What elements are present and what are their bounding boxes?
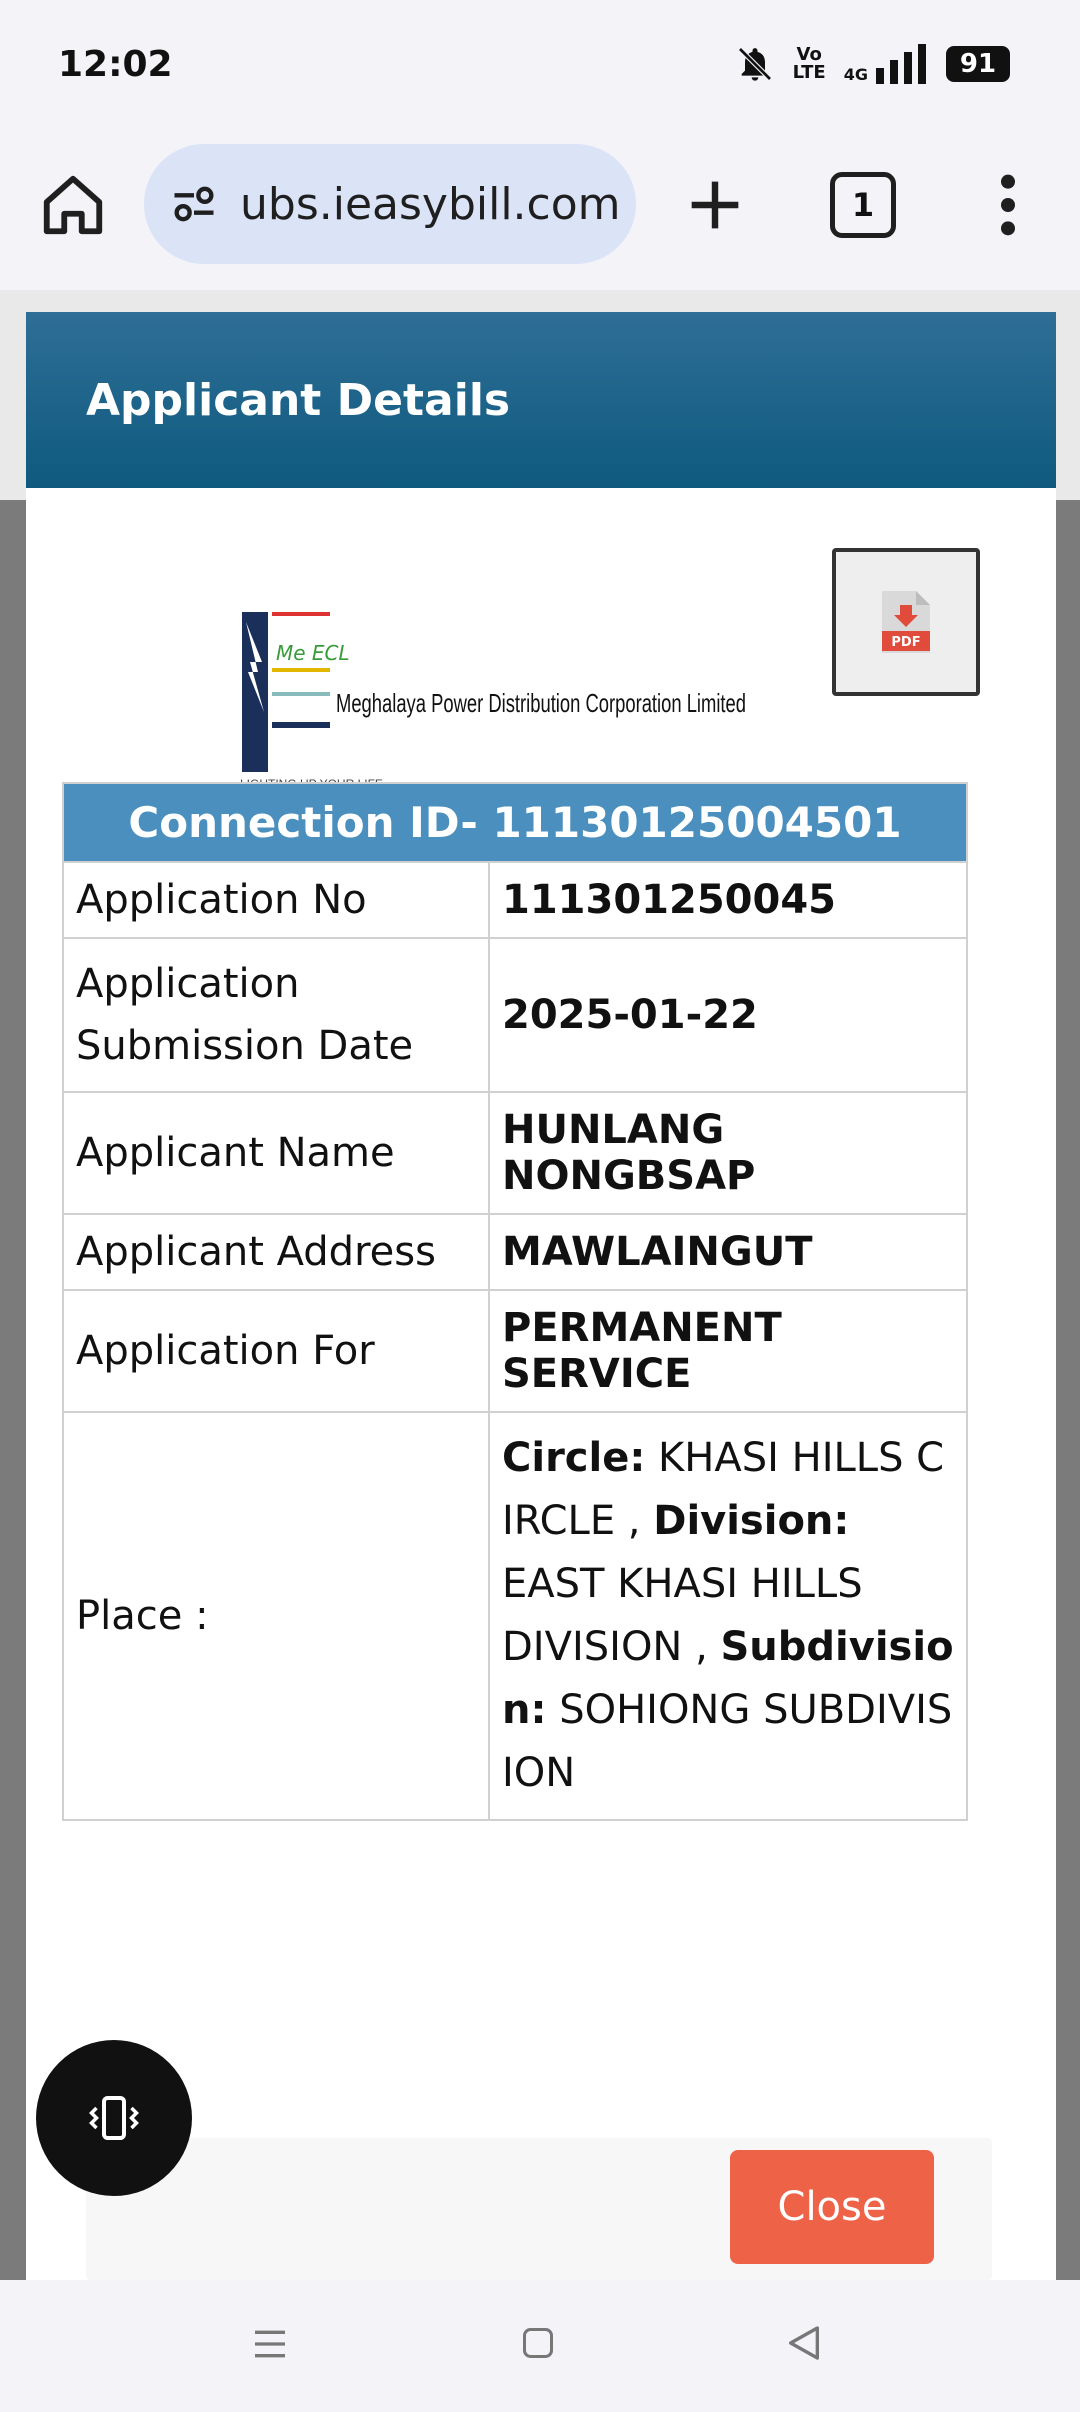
- table-row: [63, 938, 967, 1092]
- site-settings-icon[interactable]: [168, 178, 220, 230]
- row-label: Application No: [63, 862, 489, 938]
- table-row: [63, 862, 967, 938]
- row-value: PERMANENT SERVICE: [489, 1290, 967, 1412]
- place-label: Place :: [63, 1412, 489, 1820]
- row-label: Applicant Address: [63, 1214, 489, 1290]
- home-nav-icon[interactable]: [520, 2324, 556, 2362]
- row-label: Applicant Name: [63, 1092, 489, 1214]
- network-type: 4G: [843, 65, 868, 84]
- connection-id: Connection ID- 11130125004501: [63, 783, 967, 862]
- modal-header: [26, 312, 1056, 488]
- url-bar[interactable]: [144, 144, 636, 264]
- volte-icon: Vo LTE: [792, 44, 826, 83]
- signal-icon: [872, 44, 928, 84]
- close-button[interactable]: Close: [730, 2150, 934, 2264]
- back-icon[interactable]: [784, 2322, 824, 2364]
- url-text[interactable]: ubs.ieasybill.com: [240, 178, 621, 230]
- status-icons: [735, 44, 1010, 84]
- logo-mark: Me ECL: [276, 641, 350, 665]
- status-bar: [0, 0, 1080, 140]
- row-value: MAWLAINGUT: [489, 1214, 967, 1290]
- battery-icon: 91: [946, 46, 1010, 82]
- table-row: [63, 1214, 967, 1290]
- pdf-download-button[interactable]: [832, 548, 980, 696]
- place-row: [63, 1412, 967, 1820]
- row-value: 111301250045: [489, 862, 967, 938]
- vibrate-icon[interactable]: [84, 2088, 144, 2148]
- division-value: EAST KHASI HILLS DIVISION ,: [502, 1561, 863, 1670]
- bell-off-icon: [735, 44, 775, 84]
- new-tab-icon[interactable]: [680, 170, 750, 240]
- division-label: Division:: [653, 1498, 850, 1544]
- row-label: Application For: [63, 1290, 489, 1412]
- circle-label: Circle:: [502, 1435, 646, 1481]
- details-table: [62, 782, 968, 1821]
- system-nav-bar: [0, 2280, 1080, 2412]
- recent-apps-icon[interactable]: [250, 2324, 290, 2364]
- company-logo: [216, 592, 756, 792]
- row-value: HUNLANG NONGBSAP: [489, 1092, 967, 1214]
- browser-toolbar: [0, 140, 1080, 290]
- svg-text:PDF: PDF: [891, 635, 921, 650]
- circle-value: KHASI HILLS CIRCLE ,: [502, 1435, 945, 1544]
- status-time: 12:02: [58, 44, 173, 85]
- row-value: 2025-01-22: [489, 938, 967, 1092]
- pdf-icon[interactable]: [876, 587, 936, 657]
- signal-group: [844, 44, 928, 84]
- table-row: [63, 1092, 967, 1214]
- more-options-icon[interactable]: [980, 170, 1036, 240]
- floating-vibrate-button[interactable]: [36, 2040, 192, 2196]
- logo-company-name: Meghalaya Power Distribution Corporation Limited: [336, 688, 746, 718]
- connection-header-row: [63, 783, 967, 862]
- home-icon[interactable]: [38, 170, 108, 240]
- place-value: [489, 1412, 967, 1820]
- row-label: Application Submission Date: [63, 938, 489, 1092]
- subdivision-label: Subdivision:: [502, 1624, 954, 1733]
- subdivision-value: SOHIONG SUBDIVISION: [502, 1687, 953, 1796]
- modal-title: Applicant Details: [86, 374, 511, 426]
- tab-switcher-button[interactable]: 1: [830, 172, 896, 238]
- table-row: [63, 1290, 967, 1412]
